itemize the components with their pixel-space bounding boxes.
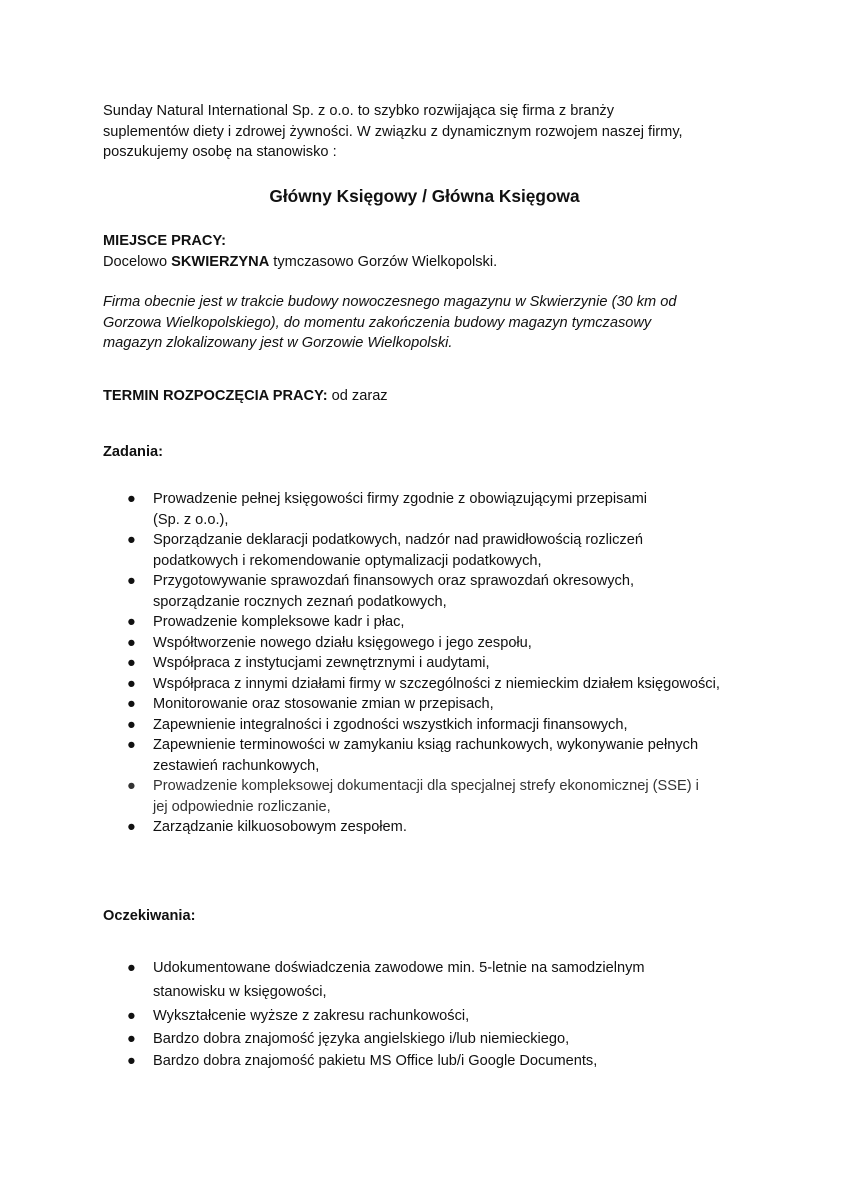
task-line: Współpraca z innymi działami firmy w szczególności z niemieckim działem księgowości, xyxy=(153,675,720,692)
task-item xyxy=(103,571,783,612)
task-line: Współpraca z instytucjami zewnętrznymi i audytami, xyxy=(153,655,490,671)
start-date xyxy=(103,386,783,407)
bullet-icon: ● xyxy=(127,819,136,835)
expectation-item xyxy=(103,1006,783,1027)
task-item xyxy=(103,530,783,571)
task-line: Prowadzenie kompleksowe kadr i płac, xyxy=(153,614,405,630)
expectation-item xyxy=(103,956,783,1004)
task-line: Zarządzanie kilkuosobowym zespołem. xyxy=(153,819,407,835)
intro-paragraph xyxy=(103,101,783,163)
expectation-line: Bardzo dobra znajomość języka angielskiego i/lub niemieckiego, xyxy=(153,1030,570,1047)
task-item xyxy=(103,633,783,654)
bullet-icon: ● xyxy=(127,675,136,692)
start-value: od zaraz xyxy=(327,388,388,404)
bullet-icon: ● xyxy=(127,716,136,733)
bullet-icon: ● xyxy=(127,778,136,794)
task-item xyxy=(103,674,783,695)
bullet-icon: ● xyxy=(127,1030,136,1047)
expectation-item xyxy=(103,1029,783,1050)
tasks-list xyxy=(103,489,783,838)
bullet-icon: ● xyxy=(127,532,136,548)
task-line: (Sp. z o.o.), xyxy=(153,511,229,528)
task-line: zestawień rachunkowych, xyxy=(153,757,320,774)
note-line: Gorzowa Wielkopolskiego), do momentu zakończenia budowy magazyn tymczasowy xyxy=(103,314,652,331)
bullet-icon: ● xyxy=(127,614,136,630)
task-item xyxy=(103,694,783,715)
task-line: Monitorowanie oraz stosowanie zmian w przepisach, xyxy=(153,696,494,712)
task-item xyxy=(103,715,783,736)
task-item xyxy=(103,653,783,674)
bullet-icon: ● xyxy=(127,960,136,976)
workplace-city: SKWIERZYNA xyxy=(171,253,270,270)
bullet-icon: ● xyxy=(127,655,136,671)
bullet-icon: ● xyxy=(127,573,136,589)
task-line: Przygotowywanie sprawozdań finansowych oraz sprawozdań okresowych, xyxy=(153,573,635,589)
expectations-heading: Oczekiwania: xyxy=(103,908,196,924)
workplace-note xyxy=(103,292,783,354)
workplace-label: MIEJSCE PRACY: xyxy=(103,233,226,249)
task-item xyxy=(103,612,783,633)
workplace-section xyxy=(103,231,783,272)
expectation-line: Wykształcenie wyższe z zakresu rachunkowości, xyxy=(153,1008,470,1024)
note-line: magazyn zlokalizowany jest w Gorzowie Wielkopolski. xyxy=(103,335,453,351)
bullet-icon: ● xyxy=(127,1008,136,1024)
note-line: Firma obecnie jest w trakcie budowy nowoczesnego magazynu w Skwierzynie (30 km od xyxy=(103,294,677,310)
task-line: Zapewnienie integralności i zgodności wszystkich informacji finansowych, xyxy=(153,716,628,733)
task-line: Sporządzanie deklaracji podatkowych, nadzór nad prawidłowością rozliczeń xyxy=(153,532,643,548)
intro-line: poszukujemy osobę na stanowisko : xyxy=(103,144,337,160)
workplace-prefix: Docelowo xyxy=(103,253,172,270)
job-title: Główny Księgowy / Główna Księgowa xyxy=(269,186,580,206)
intro-line: suplementów diety i zdrowej żywności. W związku z dynamicznym rozwojem naszej firmy, xyxy=(103,123,683,140)
expectation-line: stanowisku w księgowości, xyxy=(153,984,327,1000)
expectations-list xyxy=(103,956,783,1074)
task-line: Prowadzenie pełnej księgowości firmy zgodnie z obowiązującymi przepisami xyxy=(153,491,647,507)
start-label: TERMIN ROZPOCZĘCIA PRACY: xyxy=(103,388,328,404)
bullet-icon: ● xyxy=(127,737,136,753)
expectation-item xyxy=(103,1051,783,1072)
intro-line: Sunday Natural International Sp. z o.o. to szybko rozwijająca się firma z branży xyxy=(103,103,615,119)
bullet-icon: ● xyxy=(127,696,136,712)
bullet-icon: ● xyxy=(127,634,136,651)
task-line: podatkowych i rekomendowanie optymalizacji podatkowych, xyxy=(153,552,542,569)
workplace-line xyxy=(103,252,783,273)
expectation-line: Udokumentowane doświadczenia zawodowe min. 5-letnie na samodzielnym xyxy=(153,960,645,976)
bullet-icon: ● xyxy=(127,491,136,507)
workplace-suffix: tymczasowo Gorzów Wielkopolski. xyxy=(269,253,498,270)
task-line: Prowadzenie kompleksowej dokumentacji dla specjalnej strefy ekonomicznej (SSE) i xyxy=(153,778,699,794)
task-line: Zapewnienie terminowości w zamykaniu ksiąg rachunkowych, wykonywanie pełnych xyxy=(153,737,699,753)
task-item xyxy=(103,489,783,530)
bullet-icon: ● xyxy=(127,1053,136,1069)
task-item xyxy=(103,817,783,838)
task-item xyxy=(103,776,783,817)
task-line: jej odpowiednie rozliczanie, xyxy=(153,798,331,815)
expectation-line: Bardzo dobra znajomość pakietu MS Office lub/i Google Documents, xyxy=(153,1053,598,1069)
task-line: sporządzanie rocznych zeznań podatkowych, xyxy=(153,593,447,610)
tasks-heading: Zadania: xyxy=(103,444,164,460)
task-item xyxy=(103,735,783,776)
task-line: Współtworzenie nowego działu księgowego i jego zespołu, xyxy=(153,634,532,651)
